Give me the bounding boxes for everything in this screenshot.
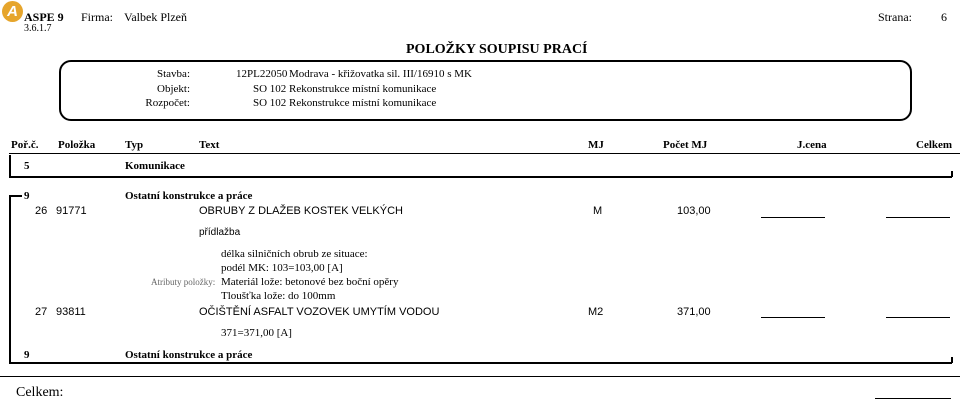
section-total-line (891, 176, 951, 177)
total-divider (0, 376, 960, 377)
total-blank (875, 398, 951, 399)
app-name: ASPE 9 (24, 10, 64, 24)
item-26-text: OBRUBY Z DLAŽEB KOSTEK VELKÝCH (199, 205, 403, 217)
item-26-celkem-blank (886, 217, 950, 218)
item-26-kod: 91771 (56, 205, 87, 217)
item-26-jcena-blank (761, 217, 825, 218)
item-26-attr-label: Atributy položky: (151, 277, 216, 287)
item-26-pocet: 103,00 (677, 205, 711, 217)
item-27-pocet: 371,00 (677, 306, 711, 318)
section-bracket-right (951, 171, 953, 177)
objekt-text: Rekonstrukce místní komunikace (289, 83, 437, 95)
strana-value: 6 (941, 10, 947, 24)
item-26-note: přídlažba (199, 227, 241, 238)
col-header-text: Text (199, 139, 220, 151)
stavba-label: Stavba: (157, 68, 190, 80)
item-26-calc-line-1: délka silničních obrub ze situace: (221, 248, 368, 260)
item-26-mj: M (593, 205, 603, 217)
header-divider (9, 153, 960, 154)
group-bracket-left (9, 195, 11, 364)
app-logo: A (2, 1, 23, 22)
col-header-typ: Typ (125, 139, 144, 151)
group-footer-name: Ostatní konstrukce a práce (125, 349, 253, 361)
col-header-cena: J.cena (797, 139, 827, 151)
group-footer-number: 9 (24, 349, 30, 361)
objekt-label: Objekt: (157, 83, 190, 95)
rozpocet-text: Rekonstrukce místní komunikace (289, 97, 437, 109)
app-version: 3.6.1.7 (24, 23, 52, 34)
item-26-poradi: 26 (35, 205, 48, 217)
objekt-code: SO 102 (253, 83, 287, 95)
section-number: 5 (24, 160, 30, 172)
col-header-porc: Poř.č. (11, 139, 39, 151)
rozpocet-code: SO 102 (253, 97, 287, 109)
item-27-kod: 93811 (56, 306, 86, 318)
rozpocet-label: Rozpočet: (145, 97, 190, 109)
total-label: Celkem: (16, 385, 64, 400)
section-bracket-left (9, 155, 11, 177)
item-27-mj: M2 (588, 306, 604, 318)
item-27-poradi: 27 (35, 306, 48, 318)
item-27-calc-line-1: 371=371,00 [A] (221, 327, 292, 339)
section-name: Komunikace (125, 160, 185, 172)
page-title: POLOŽKY SOUPISU PRACÍ (406, 42, 588, 57)
section-bracket-bottom (9, 176, 952, 178)
item-27-text: OČIŠTĚNÍ ASFALT VOZOVEK UMYTÍM VODOU (199, 306, 440, 318)
group-name: Ostatní konstrukce a práce (125, 190, 253, 202)
strana-label: Strana: (878, 10, 912, 24)
item-27-celkem-blank (886, 317, 950, 318)
col-header-celkem: Celkem (916, 139, 953, 151)
group-bracket-right (951, 357, 953, 363)
firma-value: Valbek Plzeň (124, 10, 187, 24)
stavba-code: 12PL22050 (236, 68, 288, 80)
item-26-attr-2: Tloušťka lože: do 100mm (221, 290, 336, 302)
item-27-jcena-blank (761, 317, 825, 318)
group-number: 9 (24, 190, 30, 202)
item-26-attr-1: Materiál lože: betonové bez boční opěry (221, 276, 399, 288)
col-header-mj: MJ (588, 139, 604, 151)
item-26-calc-line-2: podél MK: 103=103,00 [A] (221, 262, 343, 274)
group-bracket-bottom (9, 362, 952, 364)
stavba-text: Modrava - křižovatka sil. III/16910 s MK (289, 68, 472, 80)
col-header-pocet: Počet MJ (663, 139, 708, 151)
col-header-polozka: Položka (58, 139, 96, 151)
firma-label: Firma: (81, 10, 113, 24)
